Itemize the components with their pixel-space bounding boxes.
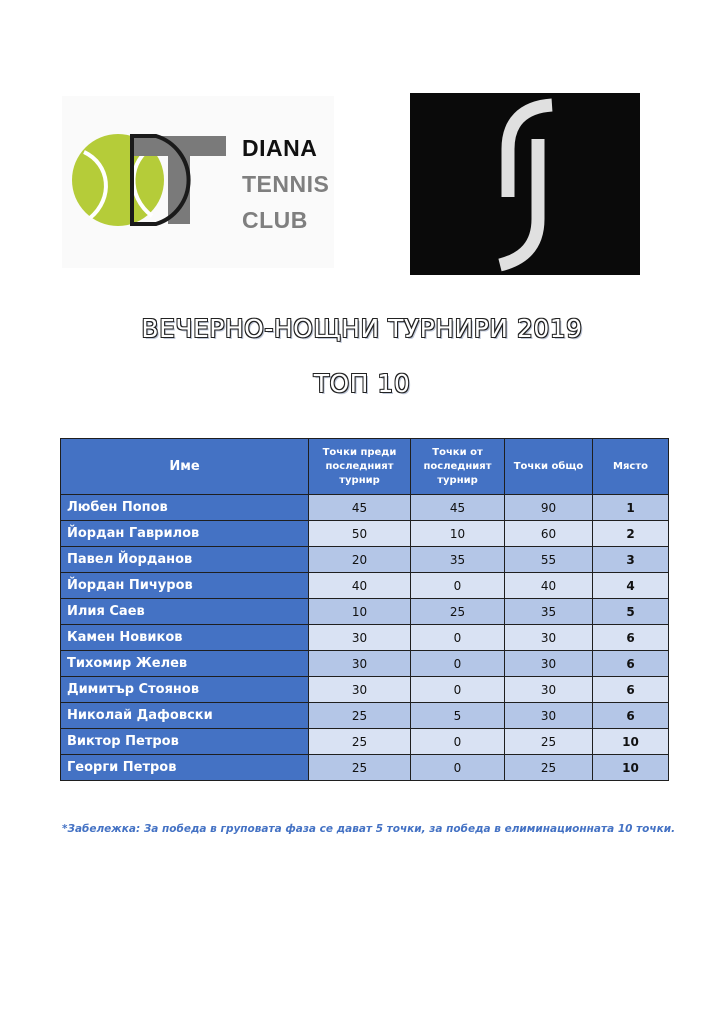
- points-before: 25: [309, 755, 411, 781]
- points-before: 40: [309, 573, 411, 599]
- table-row: [61, 651, 669, 677]
- player-name: Георги Петров: [61, 755, 309, 781]
- club-name-line-1: DIANA: [242, 135, 318, 161]
- header-name: Име: [61, 439, 309, 495]
- table-row: [61, 521, 669, 547]
- points-total: 25: [505, 755, 593, 781]
- place: 6: [593, 677, 669, 703]
- place: 4: [593, 573, 669, 599]
- player-name: Димитър Стоянов: [61, 677, 309, 703]
- table-row: [61, 573, 669, 599]
- place: 5: [593, 599, 669, 625]
- table-row: [61, 729, 669, 755]
- table-row: [61, 755, 669, 781]
- place: 3: [593, 547, 669, 573]
- table-row: [61, 547, 669, 573]
- diana-tennis-club-logo: [62, 96, 334, 268]
- page-subtitle: ТОП 10: [313, 369, 411, 398]
- club-name: [242, 130, 329, 238]
- points-total: 60: [505, 521, 593, 547]
- player-name: Камен Новиков: [61, 625, 309, 651]
- points-last: 0: [411, 677, 505, 703]
- points-before: 25: [309, 703, 411, 729]
- points-last: 5: [411, 703, 505, 729]
- place: 1: [593, 495, 669, 521]
- points-last: 0: [411, 651, 505, 677]
- points-before: 50: [309, 521, 411, 547]
- tennis-ball-dt-icon: [70, 134, 230, 230]
- points-before: 45: [309, 495, 411, 521]
- header-points-last: Точки от последният турнир: [411, 439, 505, 495]
- points-before: 30: [309, 677, 411, 703]
- player-name: Йордан Пичуров: [61, 573, 309, 599]
- player-name: Тихомир Желев: [61, 651, 309, 677]
- header-place: Място: [593, 439, 669, 495]
- header-points-total: Точки общо: [505, 439, 593, 495]
- points-last: 25: [411, 599, 505, 625]
- player-name: Любен Попов: [61, 495, 309, 521]
- points-last: 0: [411, 573, 505, 599]
- club-name-line-2: TENNIS: [242, 171, 330, 197]
- player-name: Николай Дафовски: [61, 703, 309, 729]
- table-row: [61, 495, 669, 521]
- header-points-before: Точки преди последният турнир: [309, 439, 411, 495]
- ranking-table: [60, 438, 669, 781]
- points-last: 0: [411, 755, 505, 781]
- player-name: Павел Йорданов: [61, 547, 309, 573]
- points-before: 20: [309, 547, 411, 573]
- table-header-row: [61, 439, 669, 495]
- place: 2: [593, 521, 669, 547]
- sponsor-mark-icon: [410, 93, 640, 275]
- table-row: [61, 703, 669, 729]
- points-before: 30: [309, 651, 411, 677]
- points-last: 10: [411, 521, 505, 547]
- club-name-line-3: CLUB: [242, 207, 308, 233]
- points-total: 30: [505, 703, 593, 729]
- table-row: [61, 625, 669, 651]
- table-row: [61, 677, 669, 703]
- place: 10: [593, 755, 669, 781]
- place: 10: [593, 729, 669, 755]
- table-row: [61, 599, 669, 625]
- points-last: 0: [411, 729, 505, 755]
- points-last: 0: [411, 625, 505, 651]
- place: 6: [593, 625, 669, 651]
- sponsor-logo: [410, 93, 640, 275]
- footnote: *Забележка: За победа в груповата фаза се дават 5 точки, за победа в елиминационната 10 точки.: [62, 823, 676, 835]
- points-total: 35: [505, 599, 593, 625]
- place: 6: [593, 651, 669, 677]
- place: 6: [593, 703, 669, 729]
- points-before: 10: [309, 599, 411, 625]
- player-name: Илия Саев: [61, 599, 309, 625]
- points-total: 25: [505, 729, 593, 755]
- points-before: 30: [309, 625, 411, 651]
- points-last: 45: [411, 495, 505, 521]
- points-total: 40: [505, 573, 593, 599]
- points-total: 30: [505, 625, 593, 651]
- page-title: ВЕЧЕРНО-НОЩНИ ТУРНИРИ 2019: [141, 314, 583, 343]
- points-total: 30: [505, 651, 593, 677]
- points-total: 55: [505, 547, 593, 573]
- player-name: Виктор Петров: [61, 729, 309, 755]
- points-last: 35: [411, 547, 505, 573]
- points-total: 90: [505, 495, 593, 521]
- points-total: 30: [505, 677, 593, 703]
- points-before: 25: [309, 729, 411, 755]
- player-name: Йордан Гаврилов: [61, 521, 309, 547]
